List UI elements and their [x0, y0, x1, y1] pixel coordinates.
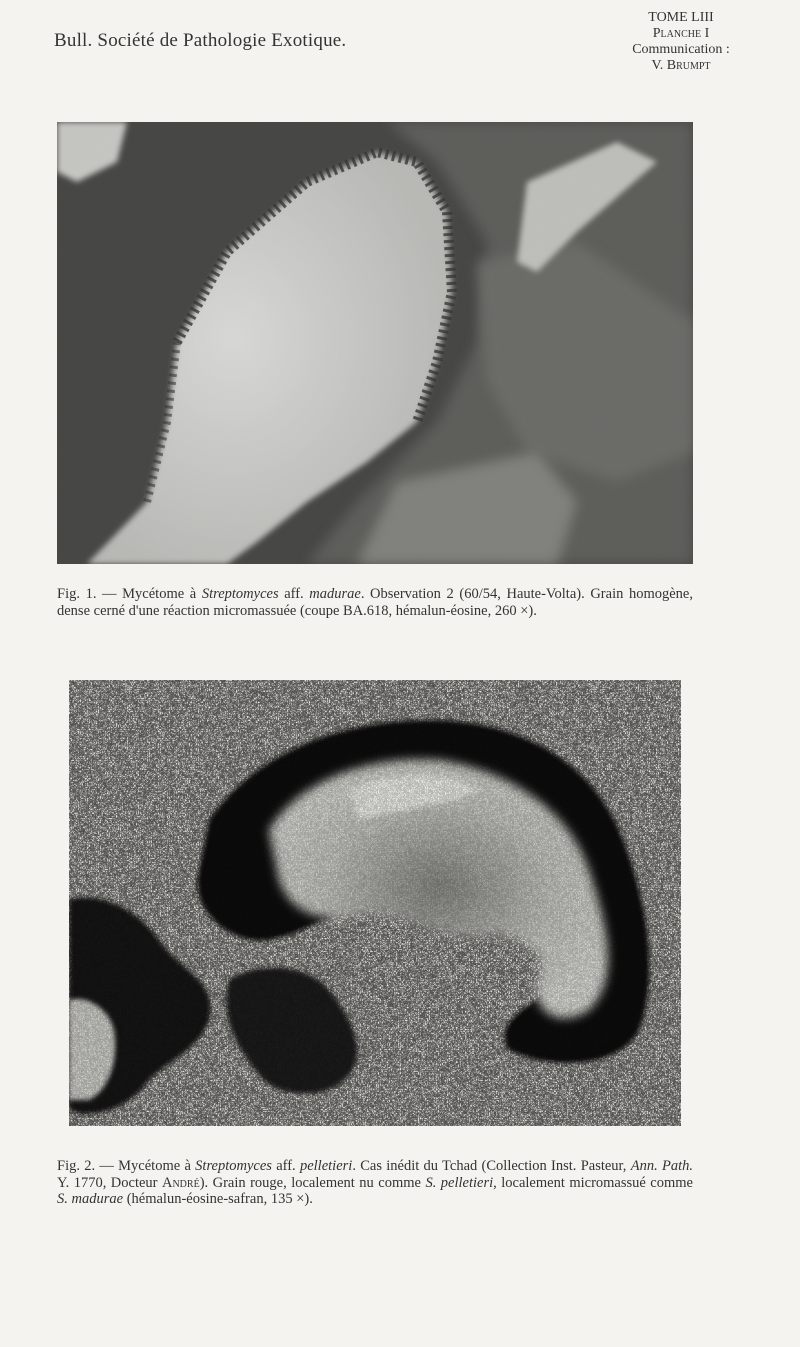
fig2-caption-text3: ). Grain rouge, localement nu comme [199, 1174, 426, 1191]
fig2-caption-journal: Ann. Path. [630, 1158, 693, 1174]
planche-label: Planche I [652, 26, 710, 41]
fig2-caption-prefix: Fig. 2. — Mycétome à [57, 1158, 196, 1174]
fig2-caption-doctor: André [161, 1174, 200, 1191]
fig2-caption-text2: Y. 1770, Docteur [57, 1174, 162, 1191]
tome-label: TOME LIII [648, 10, 714, 25]
fig1-caption-prefix: Fig. 1. — Mycétome à [57, 586, 202, 602]
journal-title: Bull. Société de Pathologie Exotique. [54, 30, 347, 51]
figure-2-micrograph [69, 680, 681, 1126]
fig2-caption-species-1: S. pelletieri [425, 1174, 494, 1191]
fig1-caption-genus: Streptomyces [201, 586, 279, 602]
communication-label: Communication : [632, 42, 730, 57]
plate-reference [606, 10, 756, 74]
fig2-caption-genus: Streptomyces [195, 1158, 272, 1174]
fig2-caption-text5: (hémalun-éosine-safran, 135 ×). [123, 1191, 313, 1207]
fig2-caption-species-2: S. madurae [57, 1191, 124, 1207]
author-label: V. Brumpt [651, 58, 711, 73]
fig2-caption-text4: , localement micromassué comme [493, 1174, 693, 1191]
figure-1-micrograph [57, 122, 693, 564]
fig2-caption-aff: aff. [271, 1158, 300, 1174]
fig1-caption-rest: . Observation 2 (60/54, Haute-Volta). Grain homogène, dense cerné d'une réaction micromassuée (coupe BA.618, hémalun-éosine, 260 ×). [57, 586, 693, 619]
fig2-caption-species: pelletieri [299, 1158, 353, 1174]
fig1-caption-aff: aff. [278, 586, 310, 602]
fig1-caption-species: madurae [309, 586, 361, 602]
figure-1-caption [57, 586, 693, 619]
figure-2-caption [57, 1158, 693, 1208]
fig2-caption-text1: . Cas inédit du Tchad (Collection Inst. Pasteur, [352, 1158, 631, 1174]
